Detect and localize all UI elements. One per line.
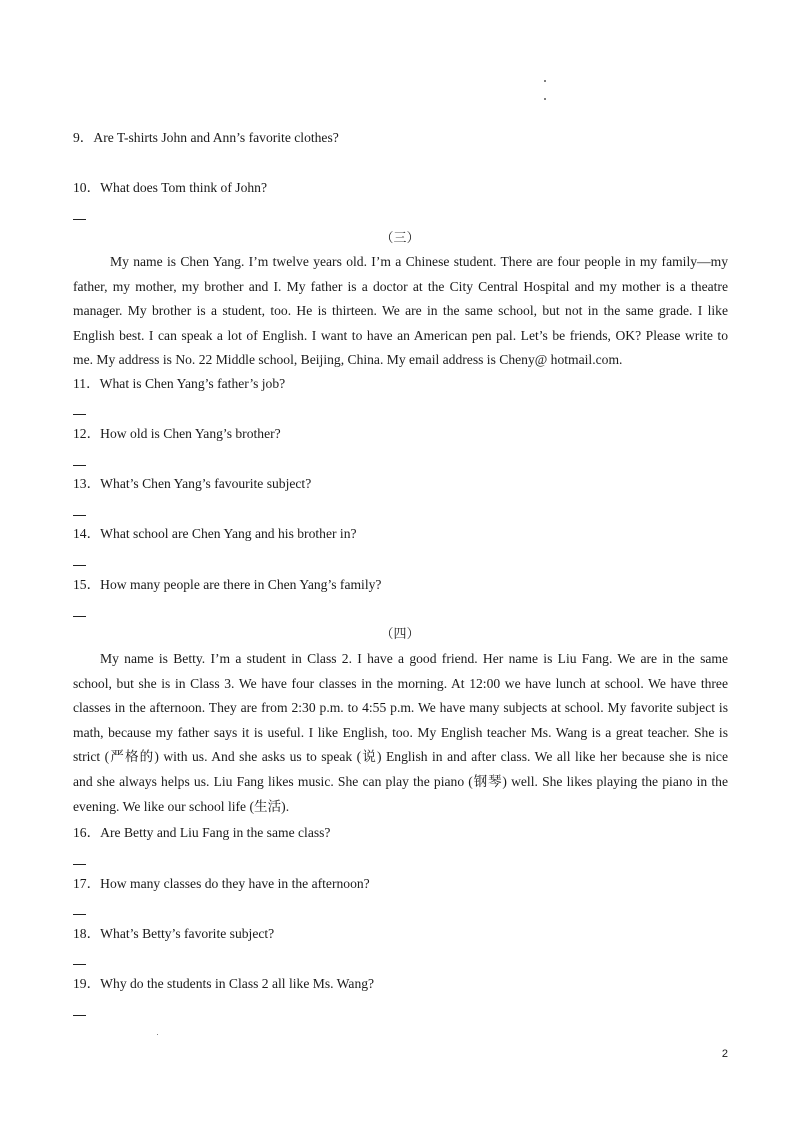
passage-line: My name is Chen Yang. I’m twelve years old. I’m a Chinese student. There are four people in my family—my <box>110 254 728 269</box>
question-13: 13．What’s Chen Yang’s favourite subject? <box>73 476 312 491</box>
question-16: 16．Are Betty and Liu Fang in the same class? <box>73 825 331 840</box>
stray-dot <box>544 80 546 82</box>
answer-blank[interactable] <box>73 864 86 865</box>
answer-blank[interactable] <box>73 515 86 516</box>
passage-line: math, because my father says it is useful. I like English, too. My English teacher Ms. Wang is a great teacher. She is <box>73 724 728 740</box>
answer-blank[interactable] <box>73 914 86 915</box>
section-4-title: （四） <box>380 626 420 641</box>
question-18: 18．What’s Betty’s favorite subject? <box>73 926 275 941</box>
stray-dot <box>157 1034 158 1035</box>
answer-blank[interactable] <box>73 465 86 466</box>
passage-line: me. My address is No. 22 Middle school, Beijing, China. My email address is Cheny@ hotmail.com. <box>73 352 623 368</box>
question-19: 19．Why do the students in Class 2 all like Ms. Wang? <box>73 976 375 991</box>
answer-blank[interactable] <box>73 964 86 965</box>
answer-blank[interactable] <box>73 565 86 566</box>
stray-dot <box>544 98 546 100</box>
answer-blank[interactable] <box>73 414 86 415</box>
page-number: 2 <box>721 1048 728 1060</box>
question-14: 14．What school are Chen Yang and his brother in? <box>73 526 357 541</box>
section-3-passage <box>73 250 728 373</box>
answer-blank[interactable] <box>73 219 86 220</box>
passage-line: classes in the afternoon. They are from 2:30 p.m. to 4:55 p.m. We have many subjects at school. My favorite subject is <box>73 700 728 716</box>
passage-line: evening. We like our school life (生活). <box>73 798 290 814</box>
answer-blank[interactable] <box>73 1015 86 1016</box>
passage-line: and she always helps us. Liu Fang likes music. She can play the piano (钢琴) well. She likes playing the piano in the <box>73 773 728 789</box>
passage-line: strict (严格的) with us. And she asks us to speak (说) English in and after class. We all like her because she is nice <box>73 749 728 765</box>
passage-line: manager. My brother is a student, too. He is thirteen. We are in the same school, but not in the same grade. I like <box>73 303 728 319</box>
answer-blank[interactable] <box>73 616 86 617</box>
section-3-title: （三） <box>380 230 420 245</box>
question-10: 10．What does Tom think of John? <box>73 180 267 195</box>
question-11: 11．What is Chen Yang’s father’s job? <box>73 376 286 391</box>
section-4-passage <box>73 647 728 819</box>
passage-line: My name is Betty. I’m a student in Class 2. I have a good friend. Her name is Liu Fang. We are in the same <box>100 651 728 666</box>
passage-line: father, my mother, my brother and I. My father is a doctor at the City Central Hospital and my mother is a theatre <box>73 278 728 294</box>
passage-line: English best. I can speak a lot of English. I want to have an American pen pal. Let’s be friends, OK? Please write to <box>73 327 728 343</box>
question-17: 17．How many classes do they have in the afternoon? <box>73 876 370 891</box>
question-12: 12．How old is Chen Yang’s brother? <box>73 426 281 441</box>
question-15: 15．How many people are there in Chen Yang’s family? <box>73 577 382 592</box>
passage-line: school, but she is in Class 3. We have four classes in the morning. At 12:00 we have lunch at school. We have three <box>73 675 728 691</box>
question-9: 9．Are T-shirts John and Ann’s favorite clothes? <box>73 130 339 145</box>
